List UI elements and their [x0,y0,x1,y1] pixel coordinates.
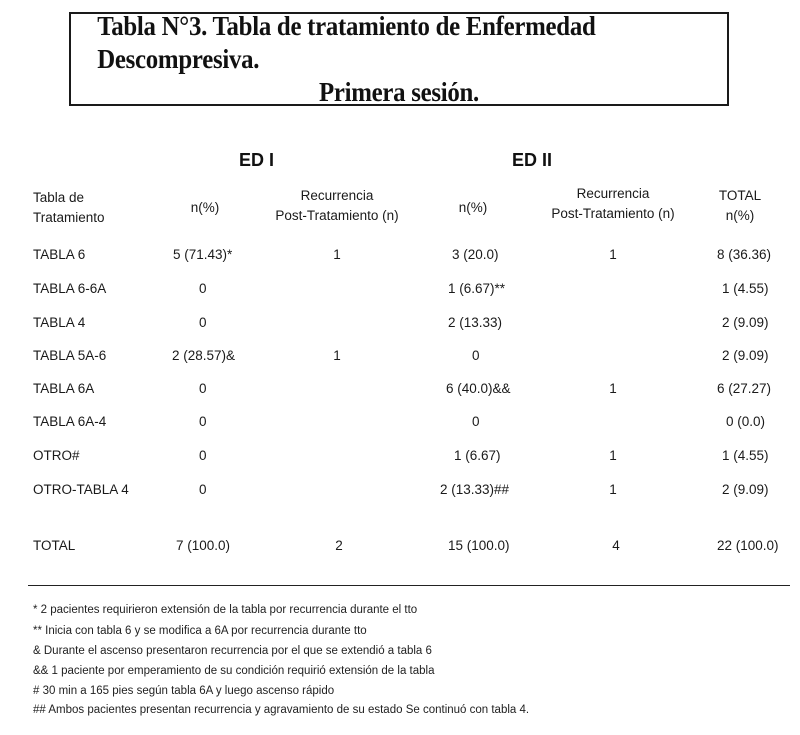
header-tabla-line1: Tabla de [33,190,85,205]
title-line-1: Tabla N°3. Tabla de tratamiento de Enfermedad Descompresiva. [97,10,596,74]
header-total [700,186,780,226]
cell-total: 2 (9.09) [722,482,769,497]
table-bottom-rule [28,585,790,586]
title-box [69,12,729,106]
cell-n-ed1: 0 [199,482,207,497]
footnote-double-asterisk: ** Inicia con tabla 6 y se modifica a 6A por recurrencia durante tto [33,625,367,637]
title-line-2: Primera sesión. [318,76,480,107]
cell-n-ed1: 7 (100.0) [176,538,231,553]
cell-tabla: TABLA 6A [33,381,95,396]
cell-n-ed2: 6 (40.0)&& [446,381,511,396]
cell-rec-ed1: 1 [333,247,341,262]
cell-rec-ed2: 1 [609,482,617,497]
cell-n-ed1: 5 (71.43)* [173,247,233,262]
header-n-ed1: n(%) [190,200,220,215]
cell-tabla: TABLA 4 [33,315,86,330]
cell-n-ed2: 0 [472,414,480,429]
cell-total: 1 (4.55) [722,448,769,463]
footnote-hash: # 30 min a 165 pies según tabla 6A y luego ascenso rápido [33,685,335,697]
header-total-line2: n(%) [725,208,755,223]
cell-n-ed1: 0 [199,315,207,330]
cell-tabla: TABLA 6A-4 [33,414,107,429]
footnote-double-hash: ## Ambos pacientes presentan recurrencia y agravamiento de su estado Se continuó con tabla 4. [33,704,530,716]
group-header-ed1: ED I [239,150,275,170]
footnote-asterisk: * 2 pacientes requirieron extensión de la tabla por recurrencia durante el tto [33,604,418,616]
cell-n-ed2: 2 (13.33)## [440,482,510,497]
cell-n-ed2: 0 [472,348,480,363]
cell-tabla: TABLA 5A-6 [33,348,107,363]
cell-total: 22 (100.0) [717,538,779,553]
cell-total: 1 (4.55) [722,281,769,296]
cell-total: 8 (36.36) [717,247,772,262]
header-recurrencia-ed2-line2: Post-Tratamiento (n) [551,206,675,221]
cell-rec-ed1: 1 [333,348,341,363]
header-recurrencia-ed1 [262,186,412,226]
header-n-ed2: n(%) [458,200,488,215]
cell-total: 2 (9.09) [722,315,769,330]
cell-n-ed1: 0 [199,381,207,396]
group-header-ed2: ED II [512,150,553,170]
header-total-line1: TOTAL [718,188,762,203]
footnote-ampersand: & Durante el ascenso presentaron recurrencia por el que se extendió a tabla 6 [33,645,432,657]
cell-rec-ed1: 2 [335,538,343,553]
cell-n-ed2: 15 (100.0) [448,538,510,553]
cell-tabla: TOTAL [33,538,76,553]
cell-n-ed2: 1 (6.67) [454,448,501,463]
cell-n-ed2: 2 (13.33) [448,315,503,330]
cell-total: 0 (0.0) [726,414,766,429]
footnote-double-ampersand: && 1 paciente por emperamiento de su condición requirió extensión de la tabla [33,665,435,677]
header-tabla-line2: Tratamiento [33,210,105,225]
cell-n-ed1: 2 (28.57)& [172,348,236,363]
cell-rec-ed2: 4 [612,538,620,553]
cell-tabla: TABLA 6-6A [33,281,107,296]
cell-rec-ed2: 1 [609,247,617,262]
header-recurrencia-ed2-line1: Recurrencia [576,186,650,201]
cell-tabla: TABLA 6 [33,247,86,262]
cell-rec-ed2: 1 [609,381,617,396]
header-recurrencia-ed1-line1: Recurrencia [300,188,374,203]
header-recurrencia-ed1-line2: Post-Tratamiento (n) [275,208,399,223]
cell-n-ed1: 0 [199,281,207,296]
cell-n-ed1: 0 [199,414,207,429]
cell-total: 6 (27.27) [717,381,772,396]
cell-tabla: OTRO-TABLA 4 [33,482,129,497]
header-tabla [33,188,105,228]
cell-tabla: OTRO# [33,448,80,463]
cell-n-ed2: 1 (6.67)** [448,281,506,296]
cell-rec-ed2: 1 [609,448,617,463]
cell-total: 2 (9.09) [722,348,769,363]
cell-n-ed1: 0 [199,448,207,463]
cell-n-ed2: 3 (20.0) [452,247,499,262]
header-recurrencia-ed2 [538,184,688,224]
